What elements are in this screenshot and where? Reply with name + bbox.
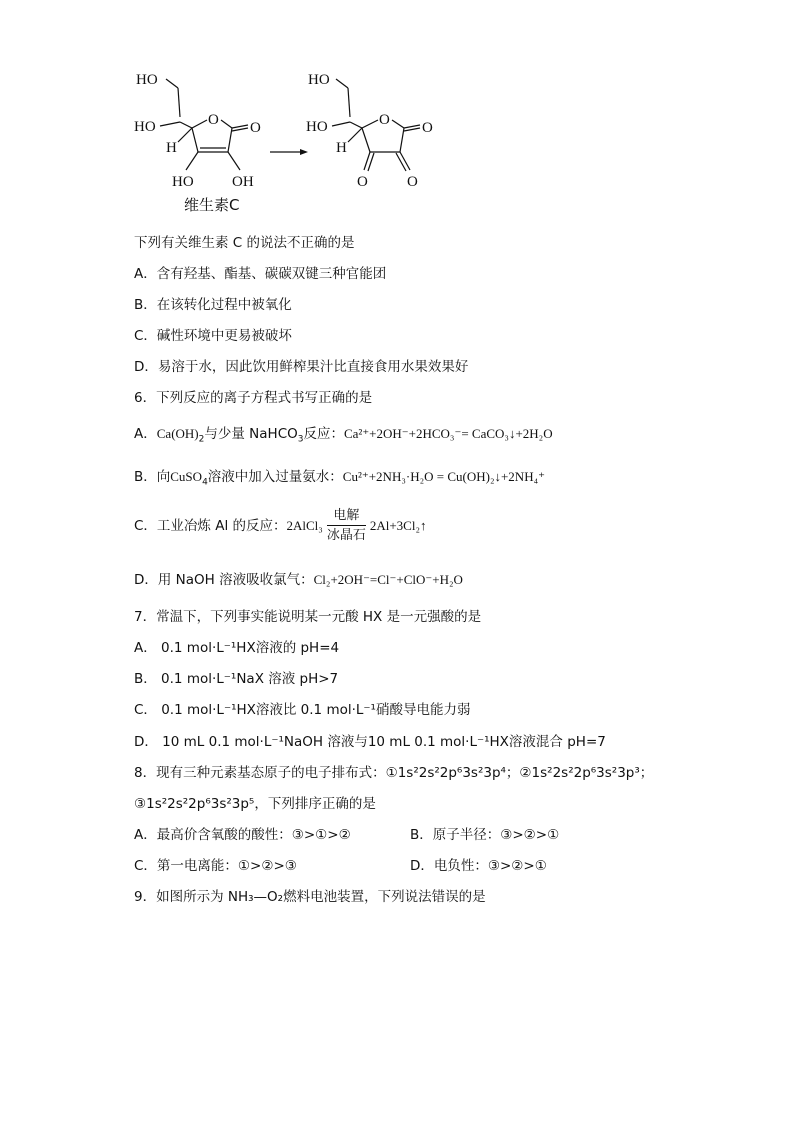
- q6-b-reagent: CuSO: [170, 469, 203, 484]
- q6-b-equation: Cu²⁺+2NH₃·H₂O = Cu(OH)₂↓+2NH₄⁺: [342, 469, 545, 484]
- q6-stem: 6．下列反应的离子方程式书写正确的是: [134, 390, 373, 406]
- vc-ho-mid: HO: [134, 119, 156, 135]
- q6-c-prefix: C．工业冶炼 Al 的反应：: [134, 518, 287, 534]
- q7-option-c: C． 0.1 mol·L⁻¹HX溶液比 0.1 mol·L⁻¹硝酸导电能力弱: [134, 702, 471, 718]
- q6-a-suffix: 反应：: [303, 426, 344, 442]
- dehydroascorbic-structure: [332, 79, 420, 171]
- vitamin-c-oxidation-diagram: [128, 62, 448, 222]
- q7-option-d: D． 10 mL 0.1 mol·L⁻¹NaOH 溶液与10 mL 0.1 mol·L⁻¹HX溶液混合 pH=7: [134, 734, 606, 750]
- q6-a-prefix: A．: [134, 426, 157, 442]
- vc-o-ring: O: [208, 112, 219, 128]
- dha-h: H: [336, 140, 347, 156]
- q6-c-right: 2Al+3Cl₂↑: [369, 518, 427, 533]
- q6-c-condition-bottom: 冰晶石: [326, 528, 366, 543]
- dha-o-right: O: [407, 174, 418, 190]
- q8-option-b: B．原子半径：③>②>①: [410, 827, 560, 843]
- q6-c-condition-top: 电解: [327, 508, 366, 526]
- q5-option-b: B．在该转化过程中被氧化: [134, 297, 292, 313]
- dha-o-ring: O: [379, 112, 390, 128]
- q7-option-b: B． 0.1 mol·L⁻¹NaX 溶液 pH>7: [134, 671, 339, 687]
- q8-stem-continued: ③1s²2s²2p⁶3s²3p⁵，下列排序正确的是: [134, 796, 376, 812]
- q6-b-suffix: 溶液中加入过量氨水：: [207, 469, 343, 485]
- q6-d-equation: Cl₂+2OH⁻=Cl⁻+ClO⁻+H₂O: [313, 572, 463, 587]
- molecule-caption: 维生素C: [184, 196, 240, 214]
- q8-option-c: C．第一电离能：①>②>③: [134, 858, 297, 874]
- q9-stem: 9．如图所示为 NH₃—O₂燃料电池装置，下列说法错误的是: [134, 889, 486, 905]
- q5-option-d: D．易溶于水，因此饮用鲜榨果汁比直接食用水果效果好: [134, 359, 469, 375]
- dha-o-left: O: [357, 174, 368, 190]
- q5-option-c: C．碱性环境中更易被破坏: [134, 328, 292, 344]
- q7-stem: 7．常温下，下列事实能说明某一元酸 HX 是一元强酸的是: [134, 609, 482, 625]
- dha-ho-top: HO: [308, 72, 330, 88]
- vc-ho-top: HO: [136, 72, 158, 88]
- dha-o-carbonyl: O: [422, 120, 433, 136]
- vitamin-c-structure: [160, 79, 248, 170]
- reaction-arrow: [270, 149, 308, 155]
- q8-option-d: D．电负性：③>②>①: [410, 858, 547, 874]
- q6-option-b: B．向CuSO$_4$溶液中加入过量氨水：Cu²⁺+2NH₃·H₂O = Cu(OH)₂↓+2NH₄⁺: [134, 469, 545, 488]
- q6-c-left: 2AlCl₃: [286, 518, 323, 533]
- vc-h: H: [166, 140, 177, 156]
- q8-stem: 8．现有三种元素基态原子的电子排布式：①1s²2s²2p⁶3s²3p⁴；②1s²2s²2p⁶3s²3p³；: [134, 765, 654, 781]
- dha-ho-mid: HO: [306, 119, 328, 135]
- q5-option-a: A．含有羟基、酯基、碳碳双键三种官能团: [134, 266, 387, 282]
- q6-d-prefix: D．用 NaOH 溶液吸收氯气：: [134, 572, 314, 588]
- vc-oh-left: HO: [172, 174, 194, 190]
- q6-option-d: [134, 571, 463, 589]
- vc-oh-right: OH: [232, 174, 254, 190]
- q7-option-a: A． 0.1 mol·L⁻¹HX溶液的 pH=4: [134, 640, 340, 656]
- q6-option-c: [134, 508, 427, 544]
- q6-c-condition: [327, 508, 366, 544]
- q6-option-a: A．$Ca(OH)_2$与少量 NaHCO$_3$反应：Ca²⁺+2OH⁻+2HCO₃⁻= CaCO₃↓+2H₂O: [134, 426, 553, 445]
- q8-option-a: A．最高价含氧酸的酸性：③>①>②: [134, 827, 351, 843]
- q6-b-prefix: B．向: [134, 469, 171, 485]
- vc-o-carbonyl: O: [250, 120, 261, 136]
- q5-stem: 下列有关维生素 C 的说法不正确的是: [134, 235, 355, 251]
- q6-a-mid: 与少量 NaHCO: [204, 426, 298, 442]
- reaction-scheme: [128, 62, 448, 222]
- q6-a-reactant: Ca(OH): [156, 426, 199, 441]
- q6-a-equation: Ca²⁺+2OH⁻+2HCO₃⁻= CaCO₃↓+2H₂O: [343, 426, 553, 441]
